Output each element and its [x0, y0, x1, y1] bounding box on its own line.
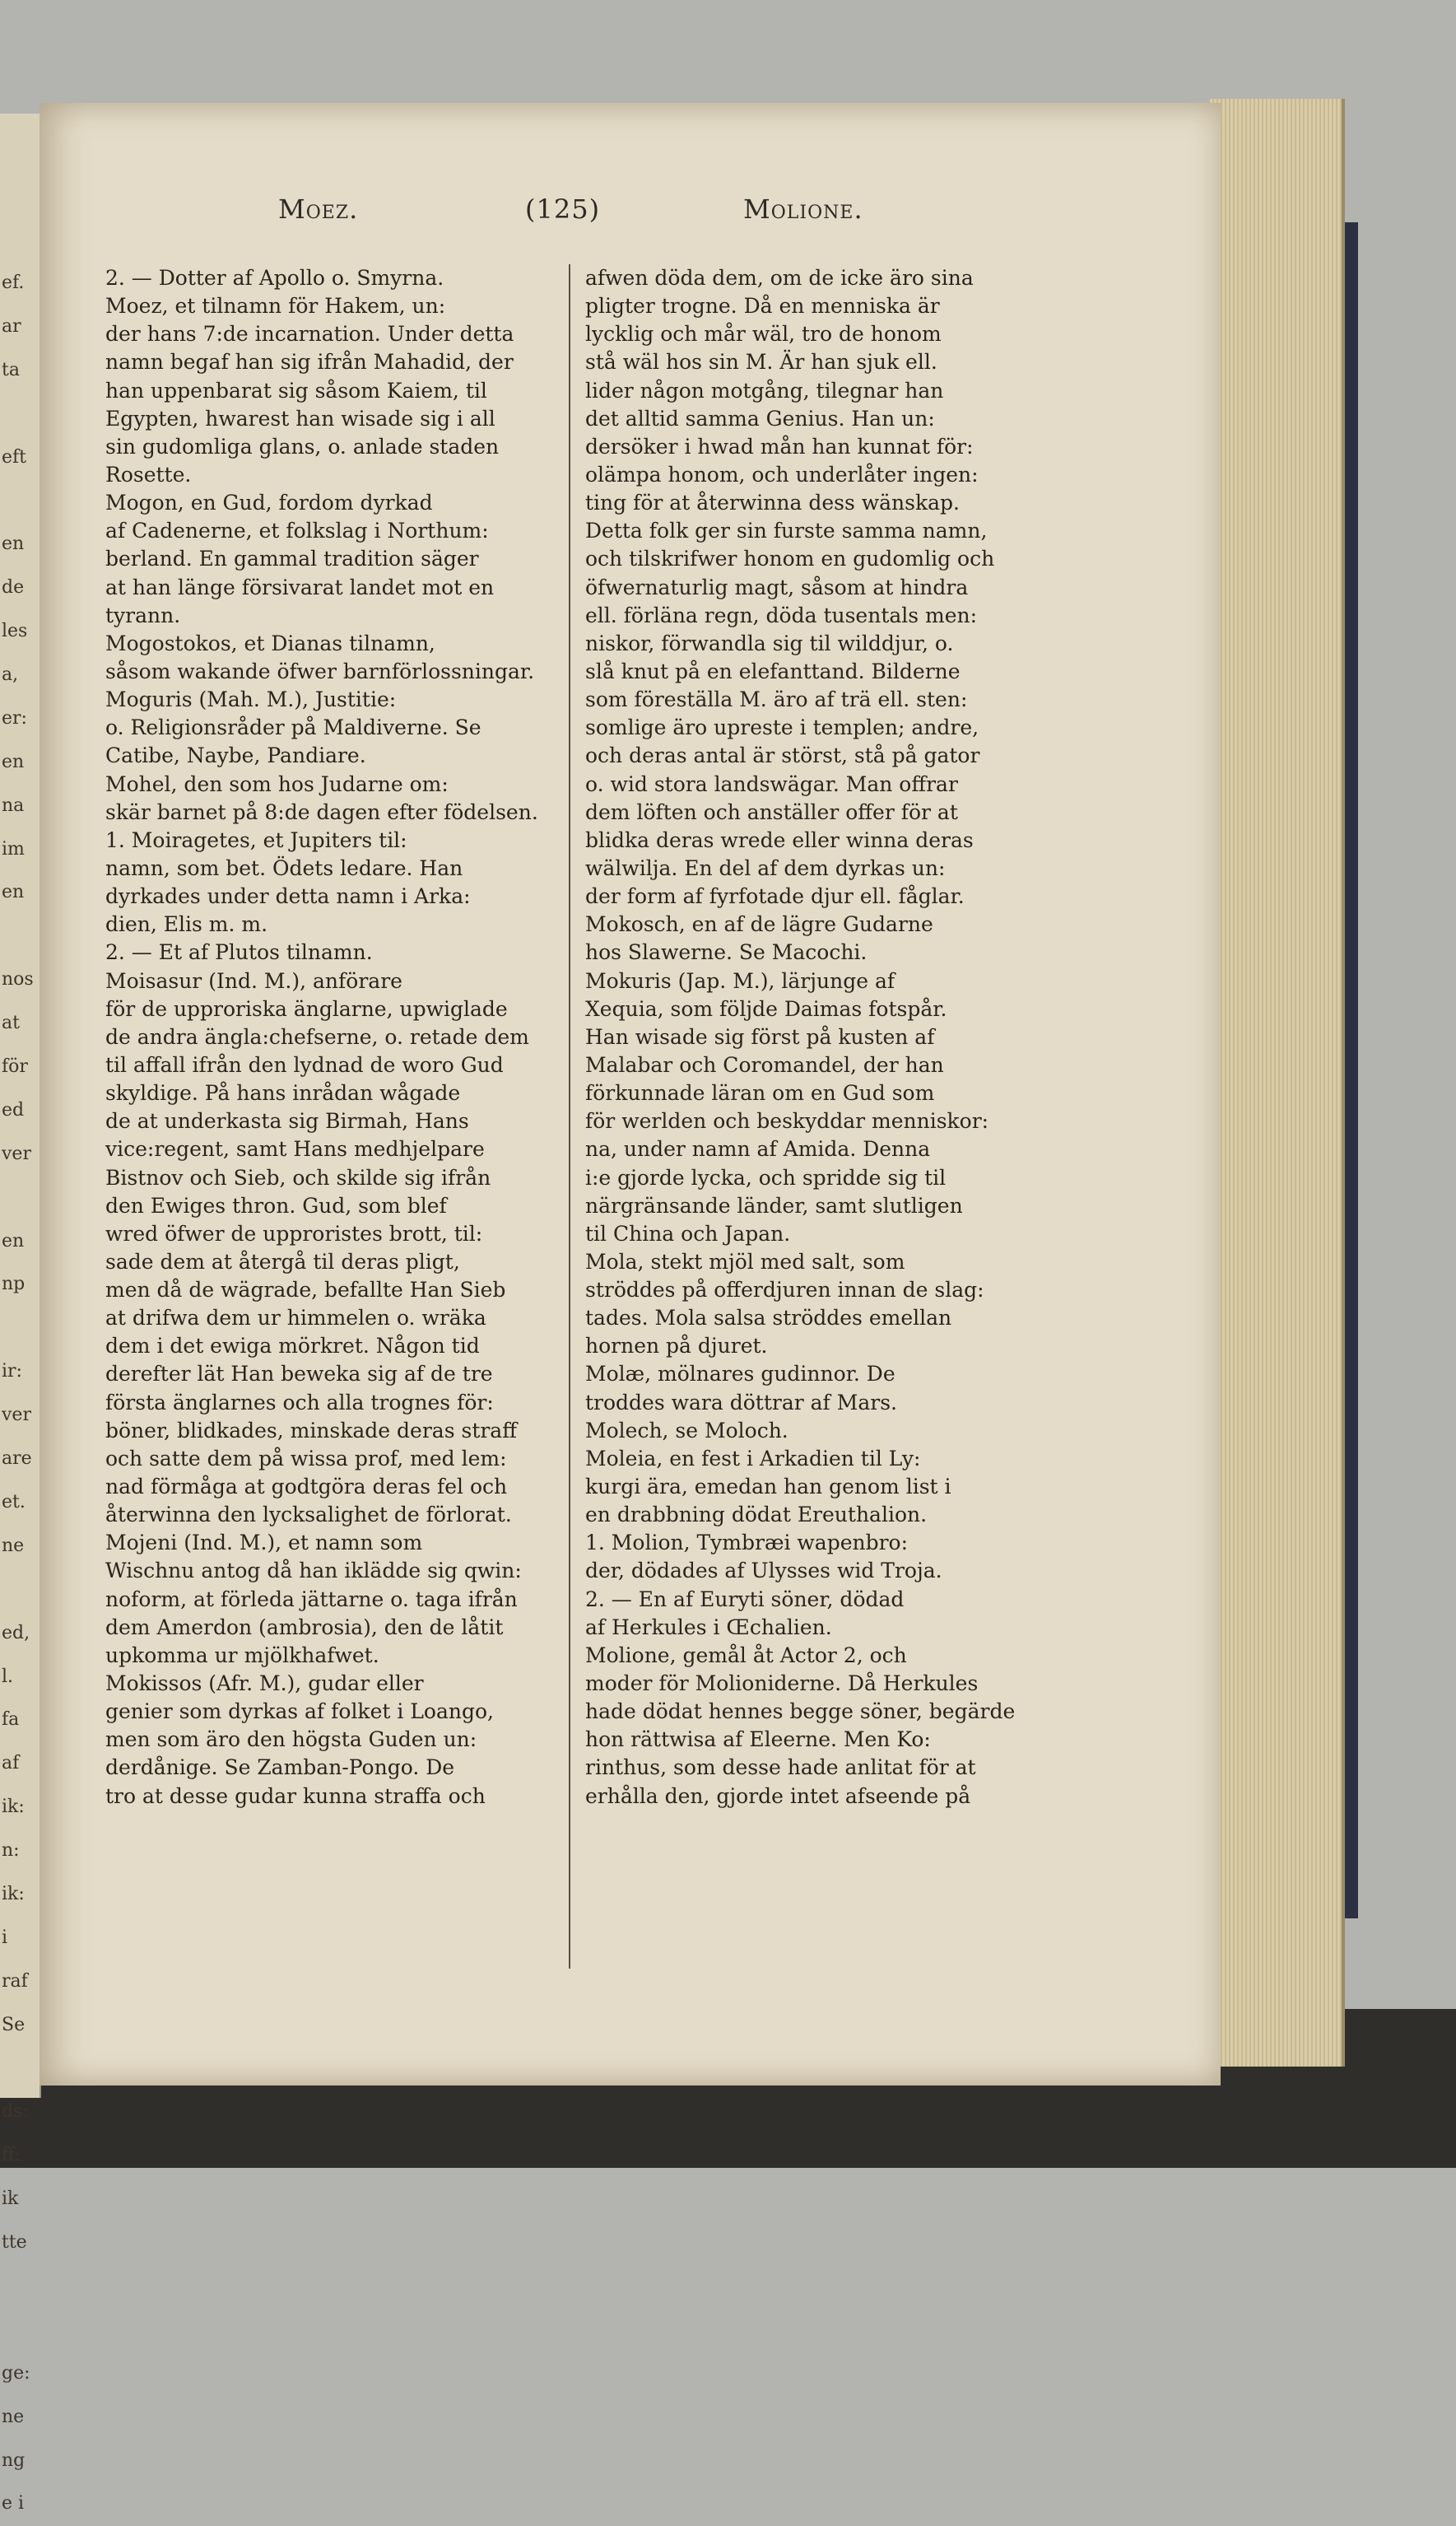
margin-fragment [2, 1568, 36, 1612]
margin-fragment: er: [2, 707, 27, 729]
text-line: ströddes på offerdjuren innan de slag: [585, 1278, 984, 1303]
text-line: han uppenbarat sig såsom Kaiem, til [105, 378, 487, 403]
column-divider [569, 264, 570, 1969]
text-line: 1. Molion, Tymbræi wapenbro: [585, 1531, 909, 1555]
text-line: dem löften och anställer offer för at [585, 799, 958, 824]
text-line: der, dödades af Ulysses wid Troja. [585, 1559, 942, 1583]
text-line: slå knut på en elefanttand. Bilderne [585, 659, 961, 683]
margin-fragment: ne [2, 2406, 25, 2427]
left-text-column [105, 264, 564, 1811]
text-line: men då de wägrade, befallte Han Sieb [105, 1278, 506, 1303]
text-line: at drifwa dem ur himmelen o. wräka [105, 1306, 486, 1331]
text-line: Moguris (Mah. M.), Justitie: [105, 687, 397, 712]
text-line: Moleia, en fest i Arkadien til Ly: [585, 1446, 921, 1470]
text-line: troddes wara döttrar af Mars. [585, 1390, 897, 1414]
text-line: der form af fyrfotade djur ell. fåglar. [585, 884, 965, 909]
margin-fragment: ik: [2, 1797, 25, 1818]
text-line: stå wäl hos sin M. Är han sjuk ell. [585, 350, 937, 375]
text-line: Molæ, mölnares gudinnor. De [585, 1362, 895, 1387]
margin-fragment: a, [2, 664, 19, 686]
text-line: i:e gjorde lycka, och spridde sig til [585, 1165, 947, 1190]
text-line: för de upproriska änglarne, upwiglade [105, 996, 508, 1021]
text-line: tro at desse gudar kunna straffa och [105, 1783, 486, 1808]
text-line: Bistnov och Sieb, och skilde sig ifrån [105, 1165, 491, 1190]
margin-fragment: at [2, 1013, 20, 1034]
margin-fragment: Se [2, 2014, 26, 2035]
text-line: tades. Mola salsa ströddes emellan [585, 1306, 952, 1331]
text-line: o. Religionsråder på Maldiverne. Se [105, 715, 481, 740]
text-line: Egypten, hwarest han wisade sig i all [105, 406, 495, 431]
margin-fragment: ik [2, 2188, 19, 2210]
text-line: namn, som bet. Ödets ledare. Han [105, 855, 463, 880]
text-line: namn begaf han sig ifrån Mahadid, der [105, 350, 514, 375]
text-line: sade dem at återgå til deras pligt, [105, 1249, 460, 1274]
text-line: Xequia, som följde Daimas fotspår. [585, 996, 947, 1021]
text-line: vice:regent, samt Hans medhjelpare [105, 1137, 485, 1162]
text-line: Mogostokos, et Dianas tilnamn, [105, 631, 435, 655]
text-line: sin gudomliga glans, o. anlade staden [105, 434, 500, 459]
margin-fragment [2, 479, 36, 523]
text-line: böner, blidkades, minskade deras straff [105, 1418, 517, 1442]
text-line: Rosette. [105, 462, 192, 487]
text-line: återwinna den lycksalighet de förlorat. [105, 1503, 512, 1527]
text-line: Han wisade sig först på kusten af [585, 1024, 935, 1049]
margin-fragment: ver [2, 1143, 31, 1164]
margin-fragment: en [2, 751, 25, 772]
margin-fragment [2, 915, 36, 958]
text-line: Detta folk ger sin furste samma namn, [585, 519, 988, 543]
text-line: o. wid stora landswägar. Man offrar [585, 771, 958, 796]
margin-fragment: ef. [2, 273, 25, 293]
text-line: dem Amerdon (ambrosia), den de låtit [105, 1615, 504, 1639]
margin-fragment: en [2, 1230, 25, 1251]
text-line: Mola, stekt mjöl med salt, som [585, 1249, 905, 1274]
text-line: na, under namn af Amida. Denna [585, 1137, 931, 1162]
margin-fragment: fa [2, 1709, 20, 1731]
margin-fragment [2, 393, 36, 436]
text-line: somlige äro upreste i templen; andre, [585, 715, 979, 740]
facing-page-edge [0, 114, 41, 2514]
text-line: dem i det ewiga mörkret. Någon tid [105, 1334, 480, 1359]
text-line: Moisasur (Ind. M.), anförare [105, 968, 402, 993]
text-line: wälwilja. En del af dem dyrkas un: [585, 855, 946, 880]
margin-fragment [2, 1307, 36, 1350]
text-line: af Cadenerne, et folkslag i Northum: [105, 519, 489, 543]
text-line: niskor, förwandla sig til wilddjur, o. [585, 631, 954, 655]
text-line: derefter lät Han beweka sig af de tre [105, 1362, 493, 1387]
text-line: för werlden och beskyddar menniskor: [585, 1109, 989, 1134]
margin-fragment: e i [2, 2493, 25, 2514]
text-line: de at underkasta sig Birmah, Hans [105, 1109, 469, 1134]
margin-fragment: les [2, 621, 28, 642]
margin-fragment: de [2, 577, 25, 599]
text-line: blidka deras wrede eller winna deras [585, 827, 974, 852]
facing-page-text-fragments [2, 262, 36, 2526]
text-line: förkunnade läran om en Gud som [585, 1081, 935, 1106]
margin-fragment: ar [2, 315, 21, 337]
text-line: den Ewiges thron. Gud, som blef [105, 1193, 447, 1218]
text-line: hornen på djuret. [585, 1334, 768, 1359]
margin-fragment: af [2, 1753, 20, 1774]
margin-fragment: ng [2, 2449, 26, 2471]
text-line: af Herkules i Œchalien. [585, 1615, 832, 1639]
margin-fragment: n: [2, 1840, 20, 1862]
margin-fragment: ge: [2, 2362, 30, 2384]
text-line: der hans 7:de incarnation. Under detta [105, 322, 514, 347]
text-line: Molech, se Moloch. [585, 1418, 788, 1442]
text-line: 2. — Dotter af Apollo o. Smyrna. [105, 266, 444, 290]
text-line: 2. — En af Euryti söner, dödad [585, 1587, 905, 1611]
margin-fragment: för [2, 1056, 28, 1078]
margin-fragment: nos [2, 969, 34, 990]
text-line: ell. förläna regn, döda tusentals men: [585, 603, 978, 627]
text-line: afwen döda dem, om de icke äro sina [585, 266, 974, 290]
text-line: noform, at förleda jättarne o. taga ifrån [105, 1587, 518, 1611]
text-line: rinthus, som desse hade anlitat för at [585, 1755, 976, 1780]
margin-fragment: ver [2, 1405, 31, 1426]
margin-fragment: na [2, 795, 25, 816]
margin-fragment: ne [2, 1535, 25, 1556]
text-line: Mokissos (Afr. M.), gudar eller [105, 1671, 424, 1696]
text-line: Mohel, den som hos Judarne om: [105, 771, 449, 796]
text-line: derdånige. Se Zamban-Pongo. De [105, 1755, 455, 1780]
text-line: Catibe, Naybe, Pandiare. [105, 743, 366, 768]
margin-fragment: l. [2, 1666, 14, 1687]
margin-fragment [2, 2265, 36, 2309]
text-line: tyrann. [105, 603, 181, 627]
text-line: och tilskrifwer honom en gudomlig och [585, 547, 995, 571]
text-line: til China och Japan. [585, 1221, 791, 1246]
text-line: olämpa honom, och underlåter ingen: [585, 462, 979, 487]
text-line: at han länge försivarat landet mot en [105, 575, 495, 599]
margin-fragment: ds: [2, 2101, 29, 2123]
margin-fragment: et. [2, 1491, 26, 1512]
margin-fragment: ta [2, 359, 20, 380]
text-line: wred öfwer de upproristes brott, til: [105, 1221, 483, 1246]
margin-fragment [2, 2309, 36, 2352]
book-page [40, 103, 1221, 2086]
margin-fragment: np [2, 1274, 26, 1295]
text-line: Mogon, en Gud, fordom dyrkad [105, 491, 433, 515]
margin-fragment: ff: [2, 2145, 21, 2166]
text-line: Molione, gemål åt Actor 2, och [585, 1643, 907, 1667]
text-line: erhålla den, gjorde intet afseende på [585, 1783, 971, 1808]
text-line: en drabbning dödat Ereuthalion. [585, 1503, 928, 1527]
page-block-edge [1210, 99, 1345, 2067]
right-text-column [585, 264, 1089, 1811]
text-line: 2. — Et af Plutos tilnamn. [105, 940, 373, 965]
text-line: til affall ifrån den lydnad de woro Gud [105, 1052, 504, 1077]
margin-fragment: en [2, 534, 25, 555]
text-line: Mojeni (Ind. M.), et namn som [105, 1531, 423, 1555]
margin-fragment: tte [2, 2232, 27, 2253]
margin-fragment: ir: [2, 1361, 22, 1382]
margin-fragment: ed [2, 1099, 25, 1121]
text-line: de andra ängla:chefserne, o. retade dem [105, 1024, 529, 1049]
text-line: nad förmåga at godtgöra deras fel och [105, 1475, 508, 1499]
text-line: skär barnet på 8:de dagen efter födelsen. [105, 799, 538, 824]
margin-fragment: are [2, 1448, 32, 1470]
running-head-left: Moez. [278, 193, 359, 225]
text-line: lider någon motgång, tilegnar han [585, 378, 944, 403]
text-line: närgränsande länder, samt slutligen [585, 1193, 963, 1218]
text-line: pligter trogne. Då en menniska är [585, 294, 940, 319]
text-line: berland. En gammal tradition säger [105, 547, 479, 571]
text-line: och satte dem på wissa prof, med lem: [105, 1446, 507, 1470]
text-line: ting för at återwinna dess wänskap. [585, 491, 960, 515]
text-line: Mokuris (Jap. M.), lärjunge af [585, 968, 895, 993]
text-line: men som äro den högsta Guden un: [105, 1727, 477, 1752]
text-line: såsom wakande öfwer barnförlossningar. [105, 659, 535, 683]
margin-fragment: raf [2, 1970, 28, 1992]
text-line: skyldige. På hans inrådan wågade [105, 1081, 461, 1106]
text-line: upkomma ur mjölkhafwet. [105, 1643, 379, 1667]
text-line: lycklig och mår wäl, tro de honom [585, 322, 942, 347]
text-line: det alltid samma Genius. Han un: [585, 406, 935, 431]
text-line: genier som dyrkas af folket i Loango, [105, 1699, 494, 1724]
page-number: (125) [525, 193, 601, 225]
margin-fragment: im [2, 838, 25, 860]
margin-fragment: en [2, 882, 25, 903]
margin-fragment: ed, [2, 1622, 30, 1643]
text-line: Mokosch, en af de lägre Gudarne [585, 912, 933, 937]
text-line: hon rättwisa af Eleerne. Men Ko: [585, 1727, 931, 1752]
text-line: Wischnu antog då han iklädde sig qwin: [105, 1559, 522, 1583]
text-line: hade dödat hennes begge söner, begärde [585, 1699, 1016, 1724]
text-line: kurgi ära, emedan han genom list i [585, 1475, 951, 1499]
text-line: moder för Molioniderne. Då Herkules [585, 1671, 979, 1696]
running-head-right: Molione. [743, 193, 863, 225]
text-line: hos Slawerne. Se Macochi. [585, 940, 868, 965]
margin-fragment: ik: [2, 1883, 25, 1904]
text-line: dersöker i hwad mån han kunnat för: [585, 434, 974, 459]
margin-fragment [2, 2048, 36, 2091]
text-line: Malabar och Coromandel, der han [585, 1052, 944, 1077]
margin-fragment: eft [2, 446, 27, 468]
text-line: Moez, et tilnamn för Hakem, un: [105, 294, 446, 319]
text-line: första änglarnes och alla trognes för: [105, 1390, 494, 1414]
text-line: 1. Moiragetes, et Jupiters til: [105, 827, 407, 852]
margin-fragment [2, 1177, 36, 1220]
text-line: och deras antal är störst, stå på gator [585, 743, 980, 768]
text-line: som föreställa M. äro af trä ell. sten: [585, 687, 968, 712]
text-line: dien, Elis m. m. [105, 912, 268, 937]
margin-fragment: i [2, 1927, 8, 1948]
text-line: öfwernaturlig magt, såsom at hindra [585, 575, 969, 599]
text-line: dyrkades under detta namn i Arka: [105, 884, 471, 909]
